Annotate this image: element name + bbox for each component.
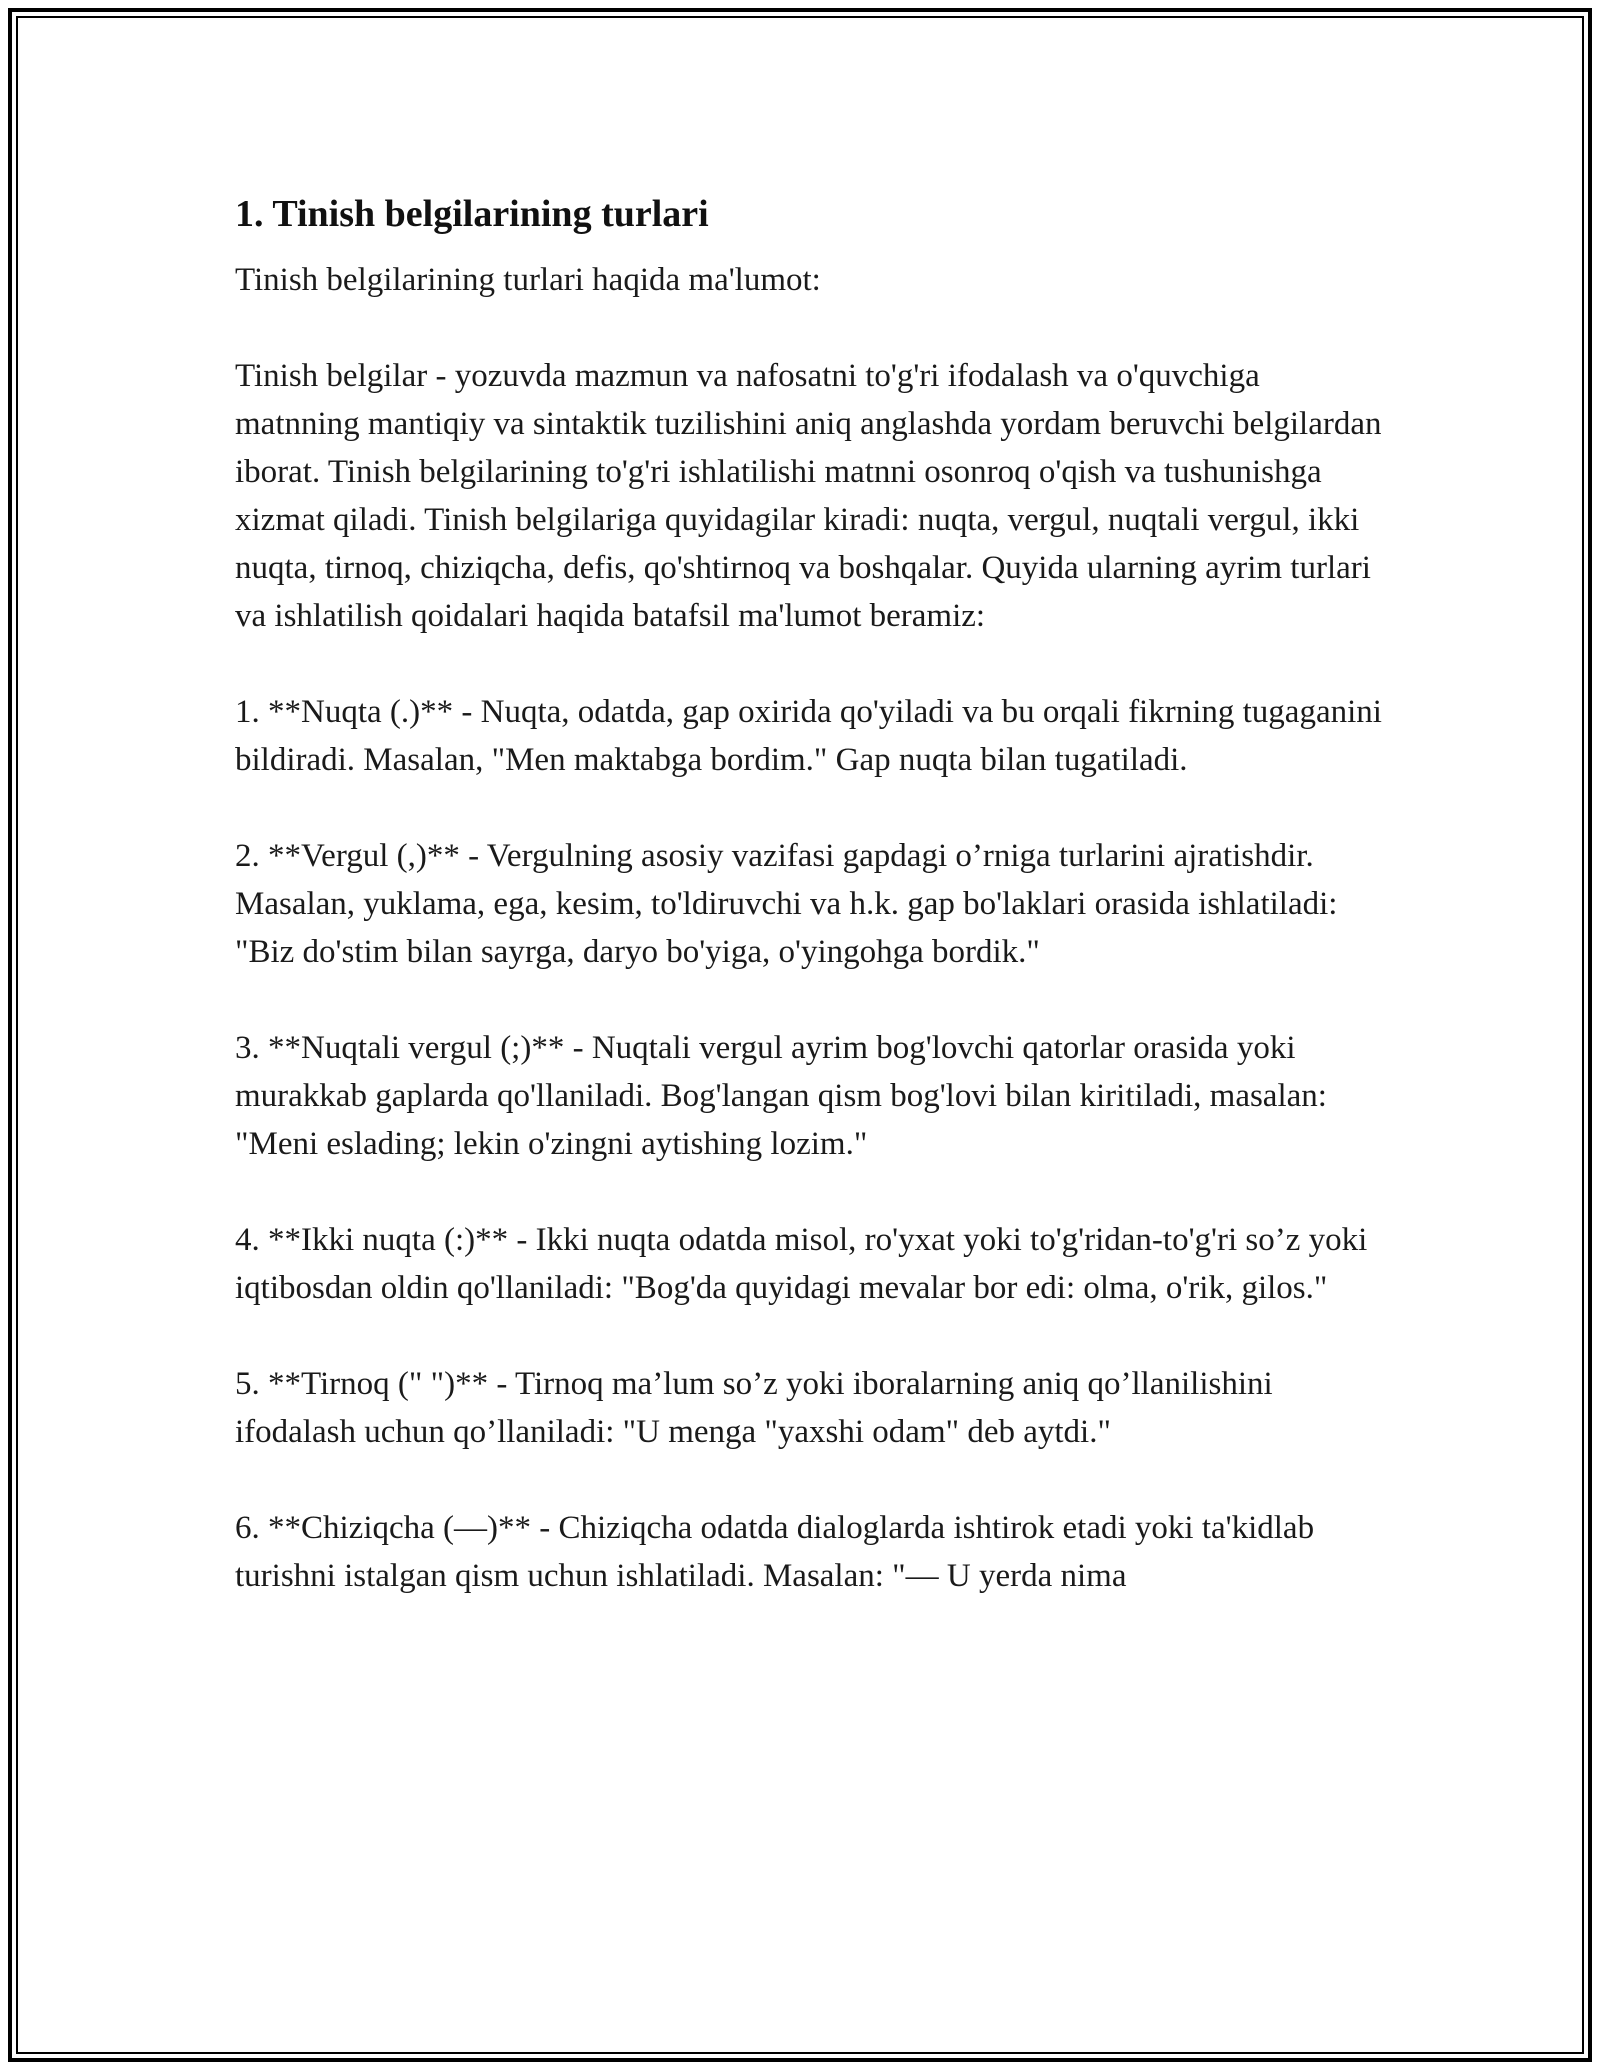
paragraph-chiziqcha: 6. **Chiziqcha (—)** - Chiziqcha odatda dialoglarda ishtirok etadi yoki ta'kidlab turishni istalgan qism uchun ishlatiladi. Masalan: "— U yerda nima — [235, 1510, 1315, 1594]
paragraph-ikki-nuqta: 4. **Ikki nuqta (:)** - Ikki nuqta odatda misol, ro'yxat yoki to'g'ridan-to'g'ri so’z yoki iqtibosdan oldin qo'llaniladi: "Bog'da quyidagi mevalar bor edi: olma, o'rik, gilos." — [235, 1222, 1368, 1306]
paragraph-tirnoq: 5. **Tirnoq (" ")** - Tirnoq ma’lum so’z yoki iboralarning aniq qo’llanilishini ifodalash uchun qo’llaniladi: "U menga "yaxshi odam" deb aytdi." — [235, 1366, 1273, 1450]
paragraph-vergul: 2. **Vergul (,)** - Vergulning asosiy vazifasi gapdagi o’rniga turlarini ajratishdir. Masalan, yuklama, ega, kesim, to'ldiruvchi va h.k. gap bo'laklari orasida ishlatiladi: "Biz do'stim bilan sayrga, daryo bo'yiga, o'yingohga bordik." — [235, 838, 1338, 970]
paragraph-overview: Tinish belgilar - yozuvda mazmun va nafosatni to'g'ri ifodalash va o'quvchiga matnning mantiqiy va sintaktik tuzilishini aniq anglashda yordam beruvchi belgilardan iborat. Tinish belgilarining to'g'ri ishlatilishi matnni osonroq o'qish va tushunishga xizmat qiladi. Tinish belgilariga quyidagilar kiradi: nuqta, vergul, nuqtali vergul, ikki nuqta, tirnoq, chiziqcha, defis, qo'shtirnoq va boshqalar. Quyida ularning ayrim turlari va ishlatilish qoidalari haqida batafsil ma'lumot beramiz: — [235, 358, 1382, 634]
paragraph-nuqta: 1. **Nuqta (.)** - Nuqta, odatda, gap oxirida qo'yiladi va bu orqali fikrning tugaganini bildiradi. Masalan, "Men maktabga bordim." Gap nuqta bilan tugatiladi. — [235, 694, 1382, 778]
document-body — [235, 186, 1385, 1600]
intro-line: Tinish belgilarining turlari haqida ma'lumot: — [235, 262, 821, 298]
paragraph-nuqtali-vergul: 3. **Nuqtali vergul (;)** - Nuqtali vergul ayrim bog'lovchi qatorlar orasida yoki murakkab gaplarda qo'llaniladi. Bog'langan qism bog'lovi bilan kiritiladi, masalan: "Meni eslading; lekin o'zingni aytishing lozim." — [235, 1030, 1327, 1162]
section-heading: 1. Tinish belgilarining turlari — [235, 193, 709, 235]
